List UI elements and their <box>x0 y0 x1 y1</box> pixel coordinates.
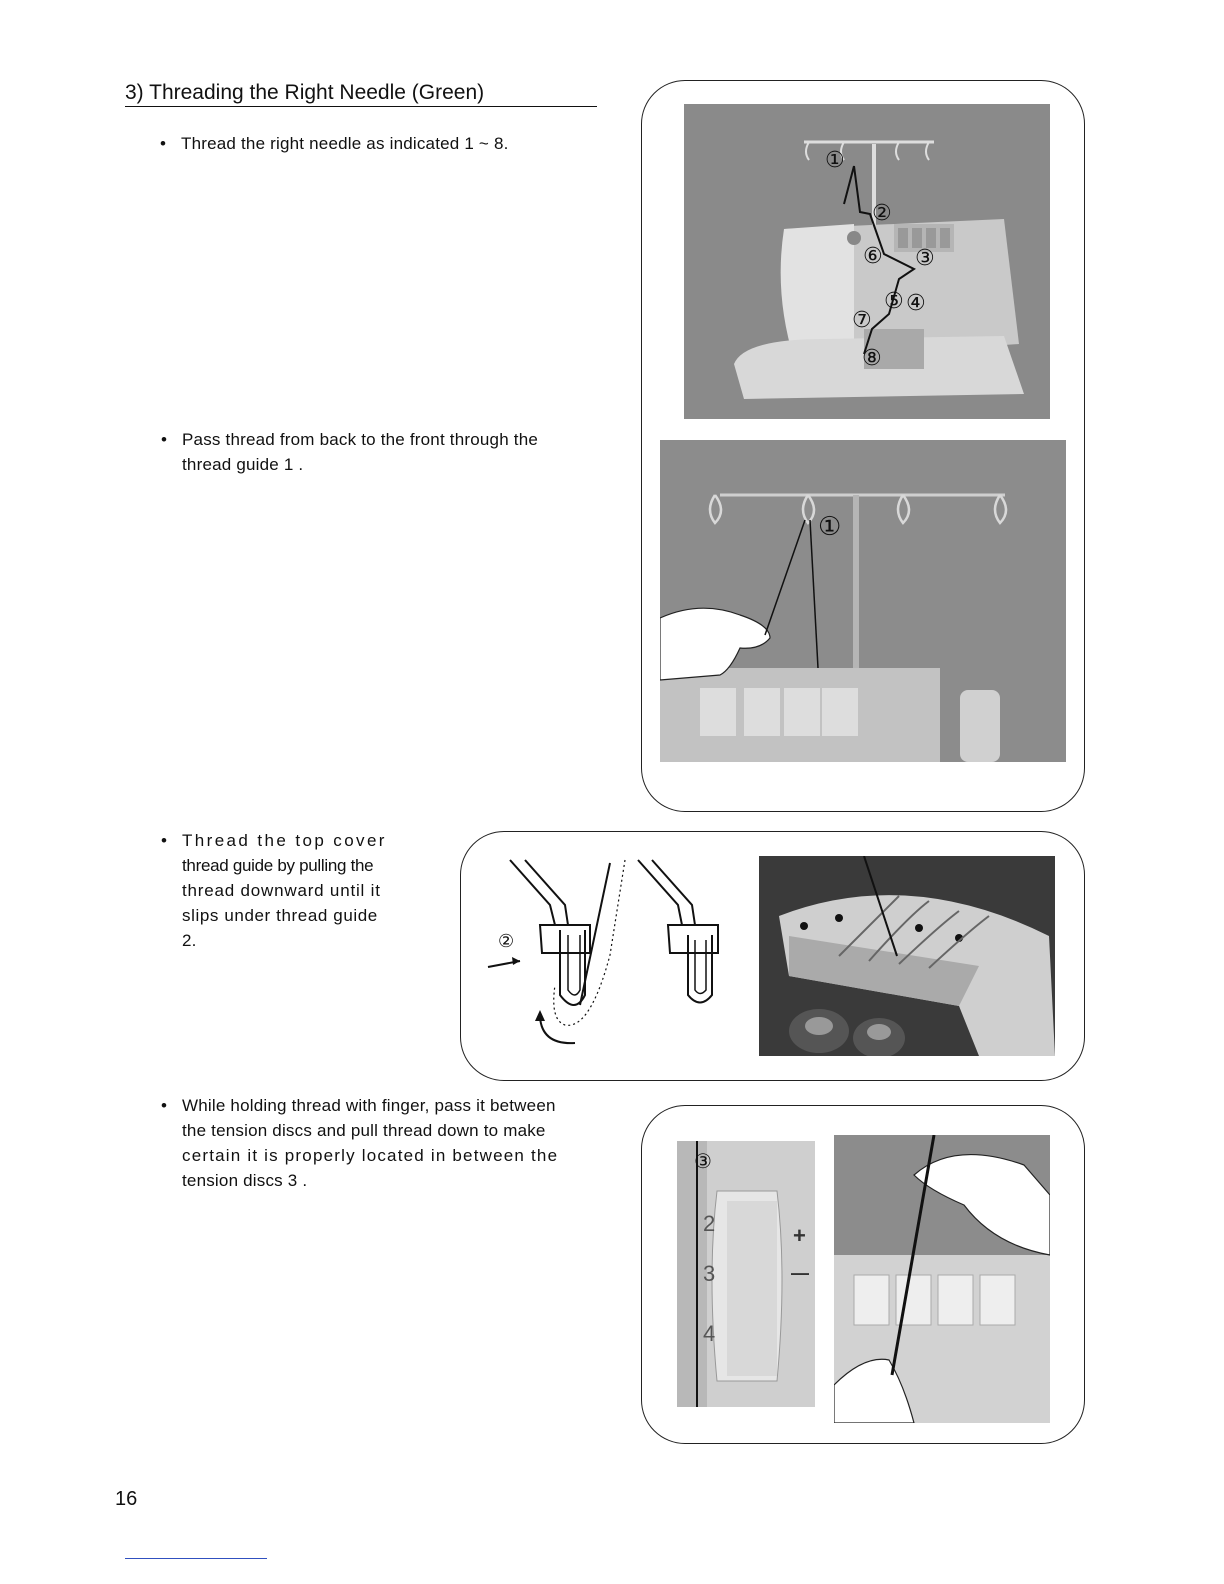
step-4-line: the tension discs and pull thread down to make <box>182 1121 546 1140</box>
step-3-line: Thread the top cover <box>182 831 387 850</box>
callout-4: ④ <box>906 291 926 316</box>
step-2-line: Pass thread from back to the front through the <box>182 430 539 449</box>
step-1-text: Thread the right needle as indicated 1 ~ 8. <box>181 134 509 153</box>
bullet-icon: • <box>161 430 168 449</box>
callout-7: ⑦ <box>852 308 872 333</box>
machine-photo <box>684 104 1050 419</box>
dial-number: 2 <box>703 1211 716 1236</box>
callout-3: ③ <box>694 1149 712 1173</box>
dial-number: 3 <box>703 1261 716 1286</box>
step-2 <box>161 427 612 477</box>
callout-1: ① <box>825 148 845 173</box>
section-title: 3) Threading the Right Needle (Green) <box>125 80 597 107</box>
step-4-line: tension discs 3 . <box>182 1171 308 1190</box>
thread-guide-diagram <box>480 855 735 1055</box>
step-3-line: slips under thread guide <box>182 906 378 925</box>
plus-sign: + <box>793 1223 806 1248</box>
tension-dial-closeup <box>677 1141 815 1407</box>
bullet-icon: • <box>161 831 168 850</box>
hand-thread-photo <box>834 1135 1050 1423</box>
thread-stand-photo <box>660 440 1066 762</box>
callout-8: ⑧ <box>862 346 882 371</box>
step-4 <box>161 1093 612 1193</box>
top-cover-photo <box>759 856 1055 1056</box>
step-4-line: While holding thread with finger, pass it between <box>182 1096 556 1115</box>
callout-2: ② <box>498 931 515 952</box>
callout-6: ⑥ <box>863 244 883 269</box>
step-4-line: certain it is properly located in between the <box>182 1146 559 1165</box>
step-3-line: 2. <box>182 931 197 950</box>
step-1 <box>160 131 509 156</box>
step-2-line: thread guide 1 . <box>182 455 304 474</box>
callout-1: ① <box>818 512 842 542</box>
step-3-line: thread downward until it <box>182 881 381 900</box>
minus-sign: — <box>791 1263 809 1283</box>
step-3-line: thread guide by pulling the <box>182 856 374 875</box>
callout-3: ③ <box>915 246 935 271</box>
callout-2: ② <box>872 201 892 226</box>
bullet-icon: • <box>160 134 167 153</box>
dial-number: 4 <box>703 1321 716 1346</box>
step-3 <box>161 828 412 953</box>
page-number: 16 <box>115 1488 138 1510</box>
bullet-icon: • <box>161 1096 168 1115</box>
footer-rule <box>125 1558 267 1559</box>
callout-5: ⑤ <box>884 289 904 314</box>
